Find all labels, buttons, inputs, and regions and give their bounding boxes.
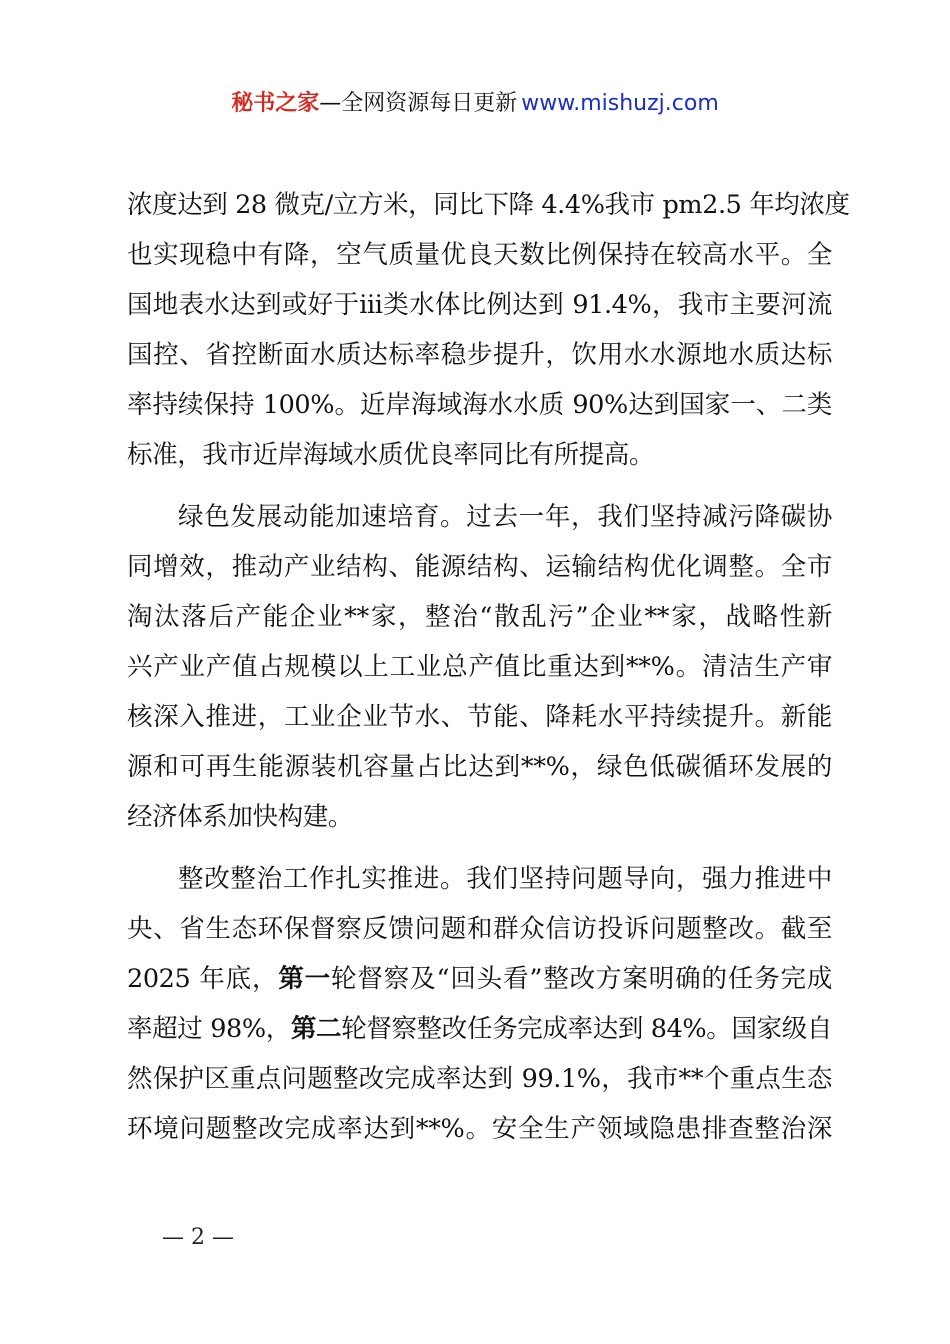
text-line-with-bold xyxy=(127,1004,832,1054)
text-line: 环境问题整改完成率达到**%。安全生产领域隐患排查整治深 xyxy=(127,1114,832,1144)
site-url-link[interactable]: www.mishuzj.com xyxy=(521,91,719,116)
text-line-with-bold xyxy=(127,954,832,1004)
text-line: 淘汰落后产能企业**家，整治“散乱污”企业**家，战略性新 xyxy=(127,602,832,632)
text-line: 国控、省控断面水质达标率稳步提升，饮用水水源地水质达标 xyxy=(127,340,832,370)
paragraph-rectification xyxy=(127,854,832,1154)
site-header xyxy=(0,88,950,120)
text-line: 同增效，推动产业结构、能源结构、运输结构优化调整。全市 xyxy=(127,552,832,582)
text-line: 核深入推进，工业企业节水、节能、降耗水平持续提升。新能 xyxy=(127,702,832,732)
paragraph-environment-quality xyxy=(127,180,850,480)
text-line: 浓度达到 28 微克/立方米，同比下降 4.4%我市 pm2.5 年均浓度 xyxy=(127,190,850,220)
text-segment: 轮督察及“回头看”整改方案明确的任务完成 xyxy=(331,964,832,994)
text-line: 源和可再生能源装机容量占比达到**%，绿色低碳循环发展的 xyxy=(127,752,832,782)
text-segment: 轮督察整改任务完成率达到 84%。国家级自 xyxy=(341,1014,832,1044)
text-line: 央、省生态环保督察反馈问题和群众信访投诉问题整改。截至 xyxy=(127,914,832,944)
text-line: 然保护区重点问题整改完成率达到 99.1%，我市**个重点生态 xyxy=(127,1064,832,1094)
text-segment: 率超过 98%， xyxy=(127,1014,291,1044)
text-segment: 2025 年底， xyxy=(127,964,279,994)
bold-text: 第二 xyxy=(290,1014,342,1044)
document-body xyxy=(127,180,850,1166)
page-number: — 2 — xyxy=(162,1225,234,1250)
text-line: 整改整治工作扎实推进。我们坚持问题导向，强力推进中 xyxy=(178,864,832,894)
text-line: 兴产业产值占规模以上工业总产值比重达到**%。清洁生产审 xyxy=(127,652,832,682)
paragraph-green-development xyxy=(127,492,832,842)
brand-name: 秘书之家 xyxy=(231,91,320,116)
bold-text: 第一 xyxy=(278,964,332,994)
text-line: 经济体系加快构建。 xyxy=(127,802,353,832)
text-line: 也实现稳中有降，空气质量优良天数比例保持在较高水平。全 xyxy=(127,240,832,270)
text-line: 标准，我市近岸海域水质优良率同比有所提高。 xyxy=(127,440,655,470)
text-line: 绿色发展动能加速培育。过去一年，我们坚持减污降碳协 xyxy=(178,502,832,532)
header-tagline: —全网资源每日更新 xyxy=(319,91,518,116)
text-line: 率持续保持 100%。近岸海域海水水质 90%达到国家一、二类 xyxy=(127,390,832,420)
text-line: 国地表水达到或好于iii类水体比例达到 91.4%，我市主要河流 xyxy=(127,290,832,320)
